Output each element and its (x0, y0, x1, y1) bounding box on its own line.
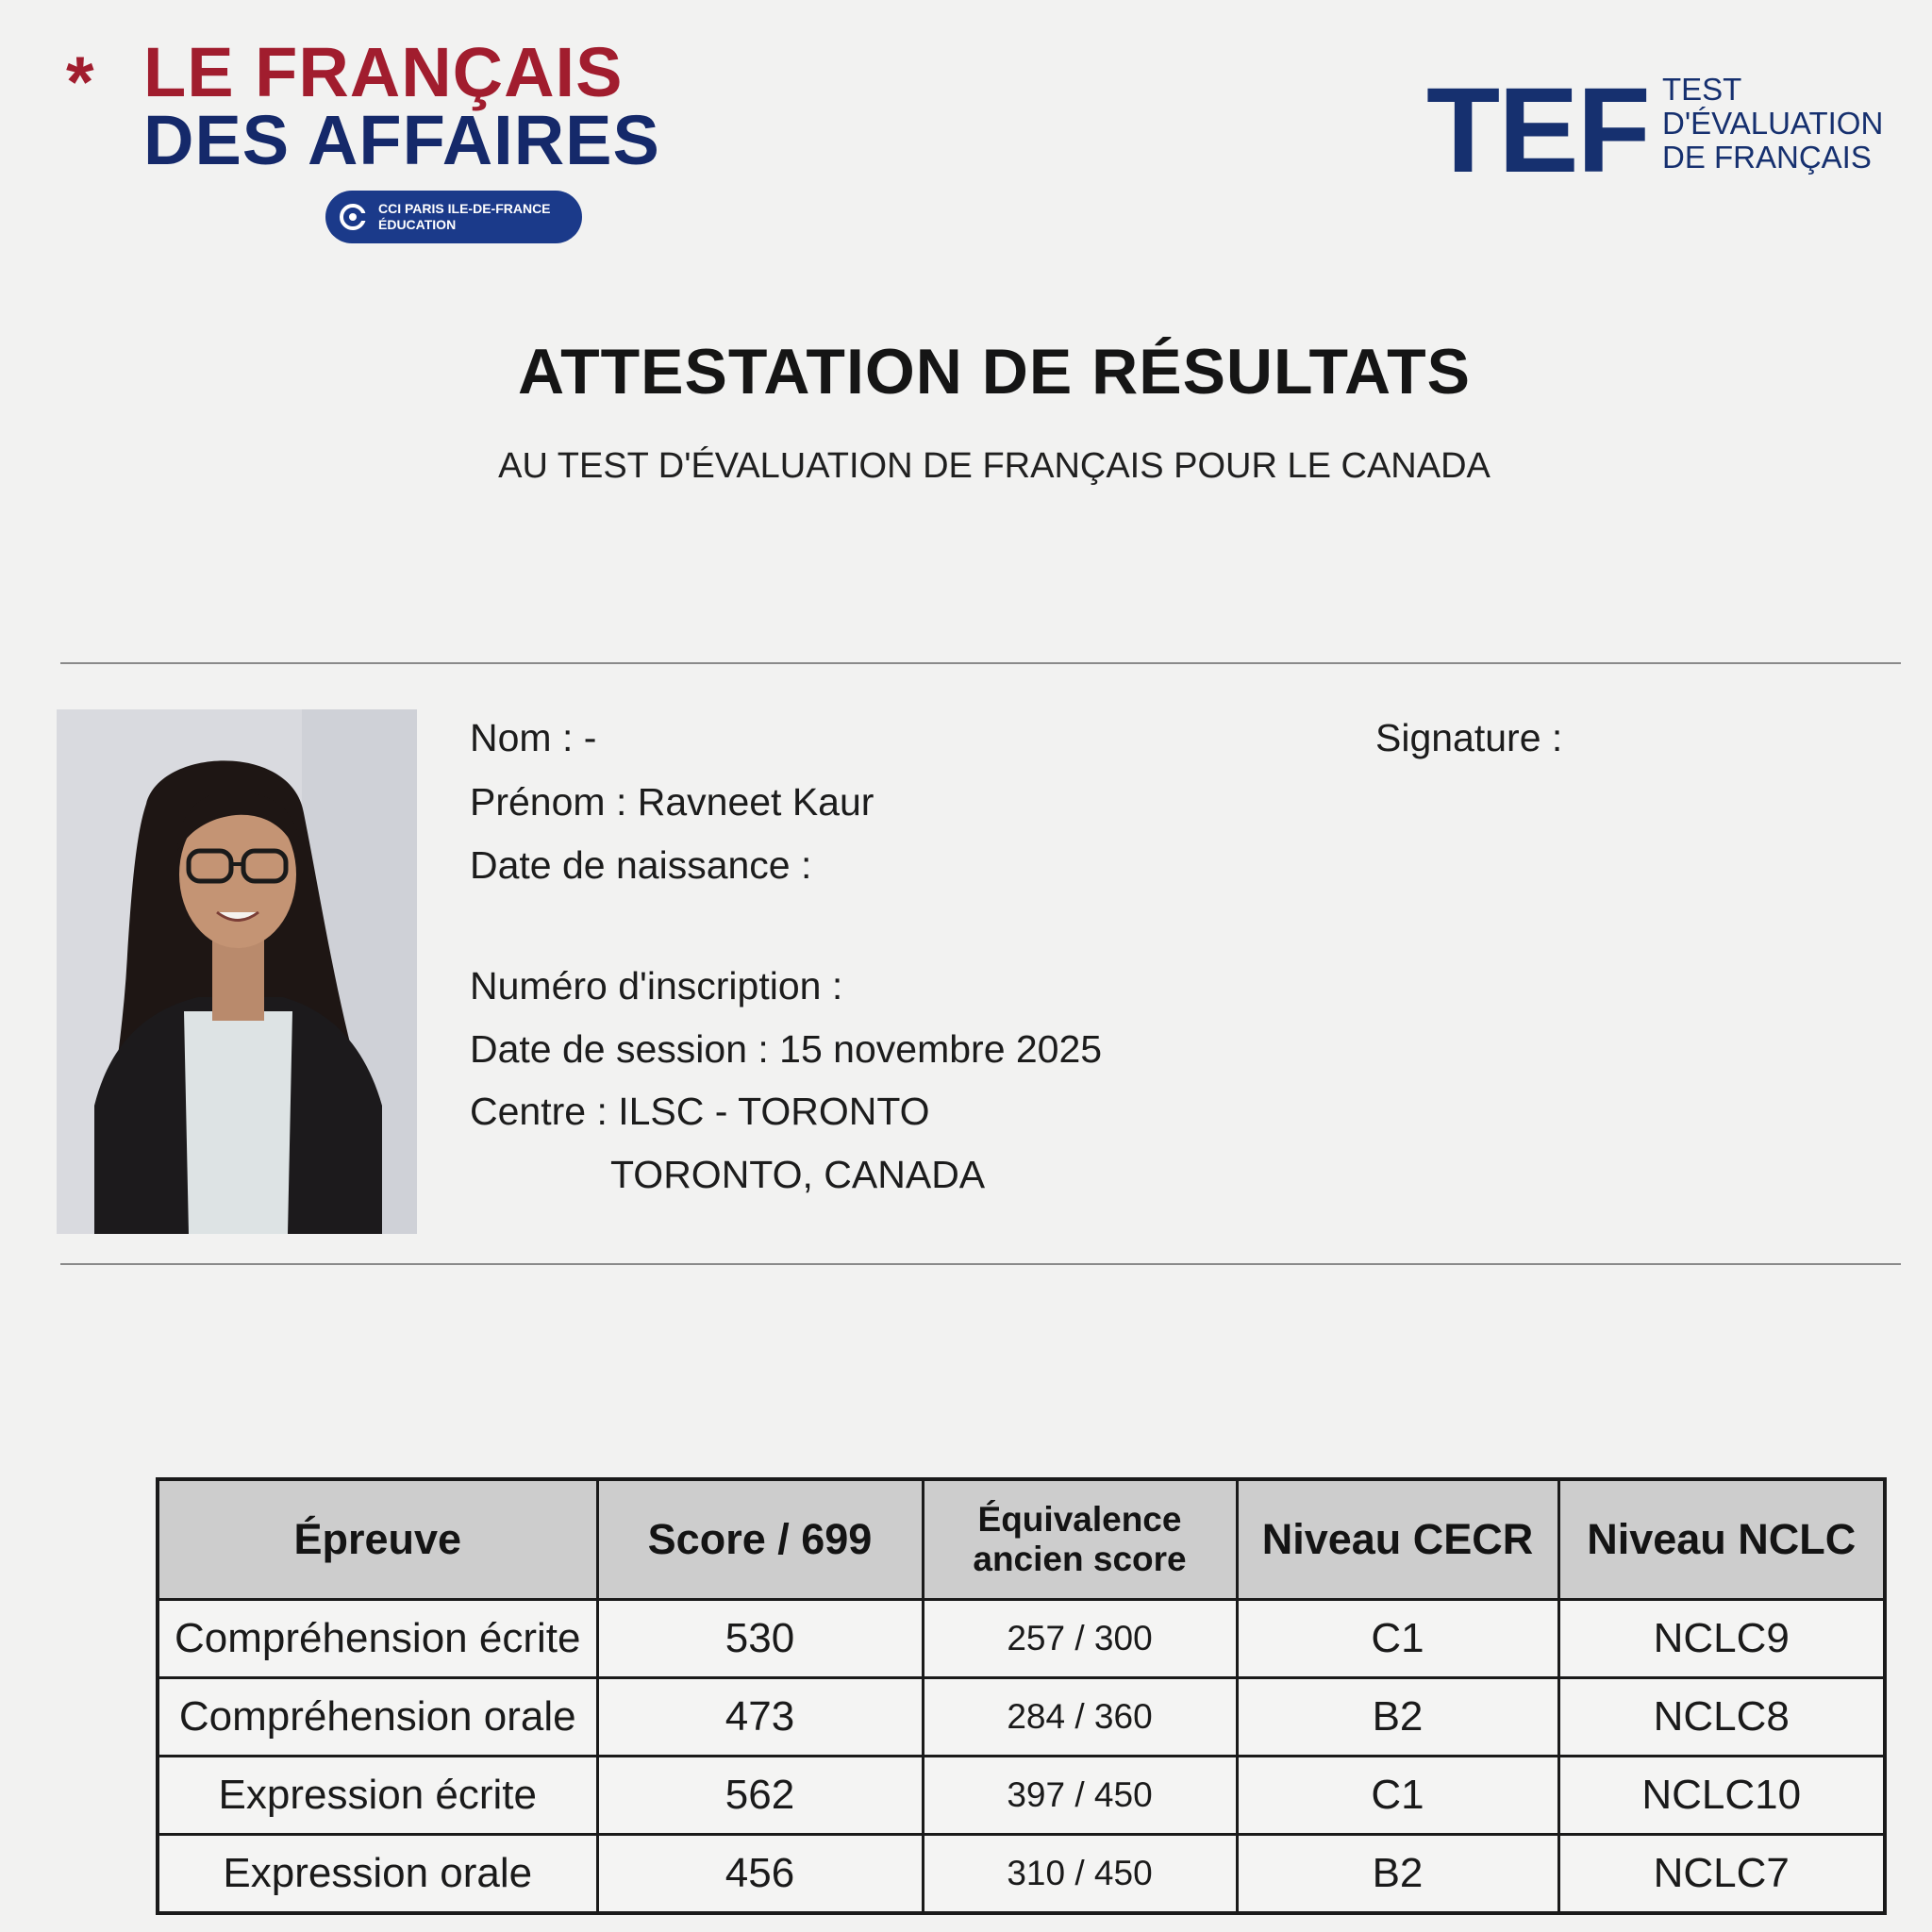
table-row (158, 1757, 1885, 1835)
cell-equivalence: 257 / 300 (923, 1600, 1237, 1678)
document-subtitle: AU TEST D'ÉVALUATION DE FRANÇAIS POUR LE CANADA (498, 446, 1491, 486)
cell-score: 456 (597, 1835, 923, 1914)
results-table (156, 1477, 1887, 1915)
cell-score: 473 (597, 1678, 923, 1757)
cell-cecr: B2 (1237, 1678, 1558, 1757)
cell-cecr: B2 (1237, 1835, 1558, 1914)
cell-cecr: C1 (1237, 1757, 1558, 1835)
table-header-row (158, 1479, 1885, 1600)
asterisk-icon: * (66, 42, 94, 123)
cell-epreuve: Compréhension orale (158, 1678, 597, 1757)
signature-field: Signature : (1375, 716, 1563, 759)
cell-score: 530 (597, 1600, 923, 1678)
cell-score: 562 (597, 1757, 923, 1835)
logo-line-2: DES AFFAIRES (143, 101, 660, 179)
header-niveau-cecr: Niveau CECR (1237, 1479, 1558, 1600)
numero-inscription-field: Numéro d'inscription : (470, 964, 843, 1008)
tef-sub-line-2: D'ÉVALUATION (1662, 106, 1884, 141)
header-score: Score / 699 (597, 1479, 923, 1600)
cell-equivalence: 310 / 450 (923, 1835, 1237, 1914)
le-francais-des-affaires-logo (66, 33, 660, 255)
cell-cecr: C1 (1237, 1600, 1558, 1678)
cell-epreuve: Compréhension écrite (158, 1600, 597, 1678)
tef-sub-line-1: TEST (1662, 72, 1742, 107)
date-de-naissance-field: Date de naissance : (470, 843, 812, 887)
cci-paris-badge (325, 191, 582, 243)
header-epreuve: Épreuve (158, 1479, 597, 1600)
header-niveau-nclc: Niveau NCLC (1558, 1479, 1885, 1600)
document-title: ATTESTATION DE RÉSULTATS (518, 336, 1471, 408)
cell-nclc: NCLC7 (1558, 1835, 1885, 1914)
cci-logo-icon (339, 203, 367, 231)
centre-location: TORONTO, CANADA (610, 1153, 986, 1196)
cell-nclc: NCLC9 (1558, 1600, 1885, 1678)
divider-bottom (60, 1263, 1901, 1265)
tef-logo (1426, 63, 1898, 198)
tef-subtitle (1662, 73, 1883, 175)
header-equivalence (923, 1479, 1237, 1600)
cci-badge-line-1: CCI PARIS ILE-DE-FRANCE (378, 201, 551, 216)
table-row (158, 1835, 1885, 1914)
cell-equivalence: 284 / 360 (923, 1678, 1237, 1757)
header-equivalence-line-2: ancien score (973, 1540, 1187, 1578)
tef-sub-line-3: DE FRANÇAIS (1662, 140, 1872, 175)
cell-equivalence: 397 / 450 (923, 1757, 1237, 1835)
cci-badge-line-2: ÉDUCATION (378, 217, 457, 232)
tef-wordmark: TEF (1426, 63, 1649, 198)
table-row (158, 1600, 1885, 1678)
centre-field: Centre : ILSC - TORONTO (470, 1090, 930, 1133)
nom-field: Nom : - (470, 716, 597, 759)
header-equivalence-line-1: Équivalence (977, 1500, 1182, 1539)
date-de-session-field: Date de session : 15 novembre 2025 (470, 1027, 1103, 1071)
divider-top (60, 662, 1901, 664)
cell-epreuve: Expression écrite (158, 1757, 597, 1835)
cci-badge-text (378, 201, 551, 233)
table-row (158, 1678, 1885, 1757)
logo-line-1: LE FRANÇAIS (143, 33, 624, 111)
cell-nclc: NCLC8 (1558, 1678, 1885, 1757)
candidate-photo (57, 709, 417, 1234)
prenom-field: Prénom : Ravneet Kaur (470, 780, 874, 824)
cell-epreuve: Expression orale (158, 1835, 597, 1914)
cell-nclc: NCLC10 (1558, 1757, 1885, 1835)
